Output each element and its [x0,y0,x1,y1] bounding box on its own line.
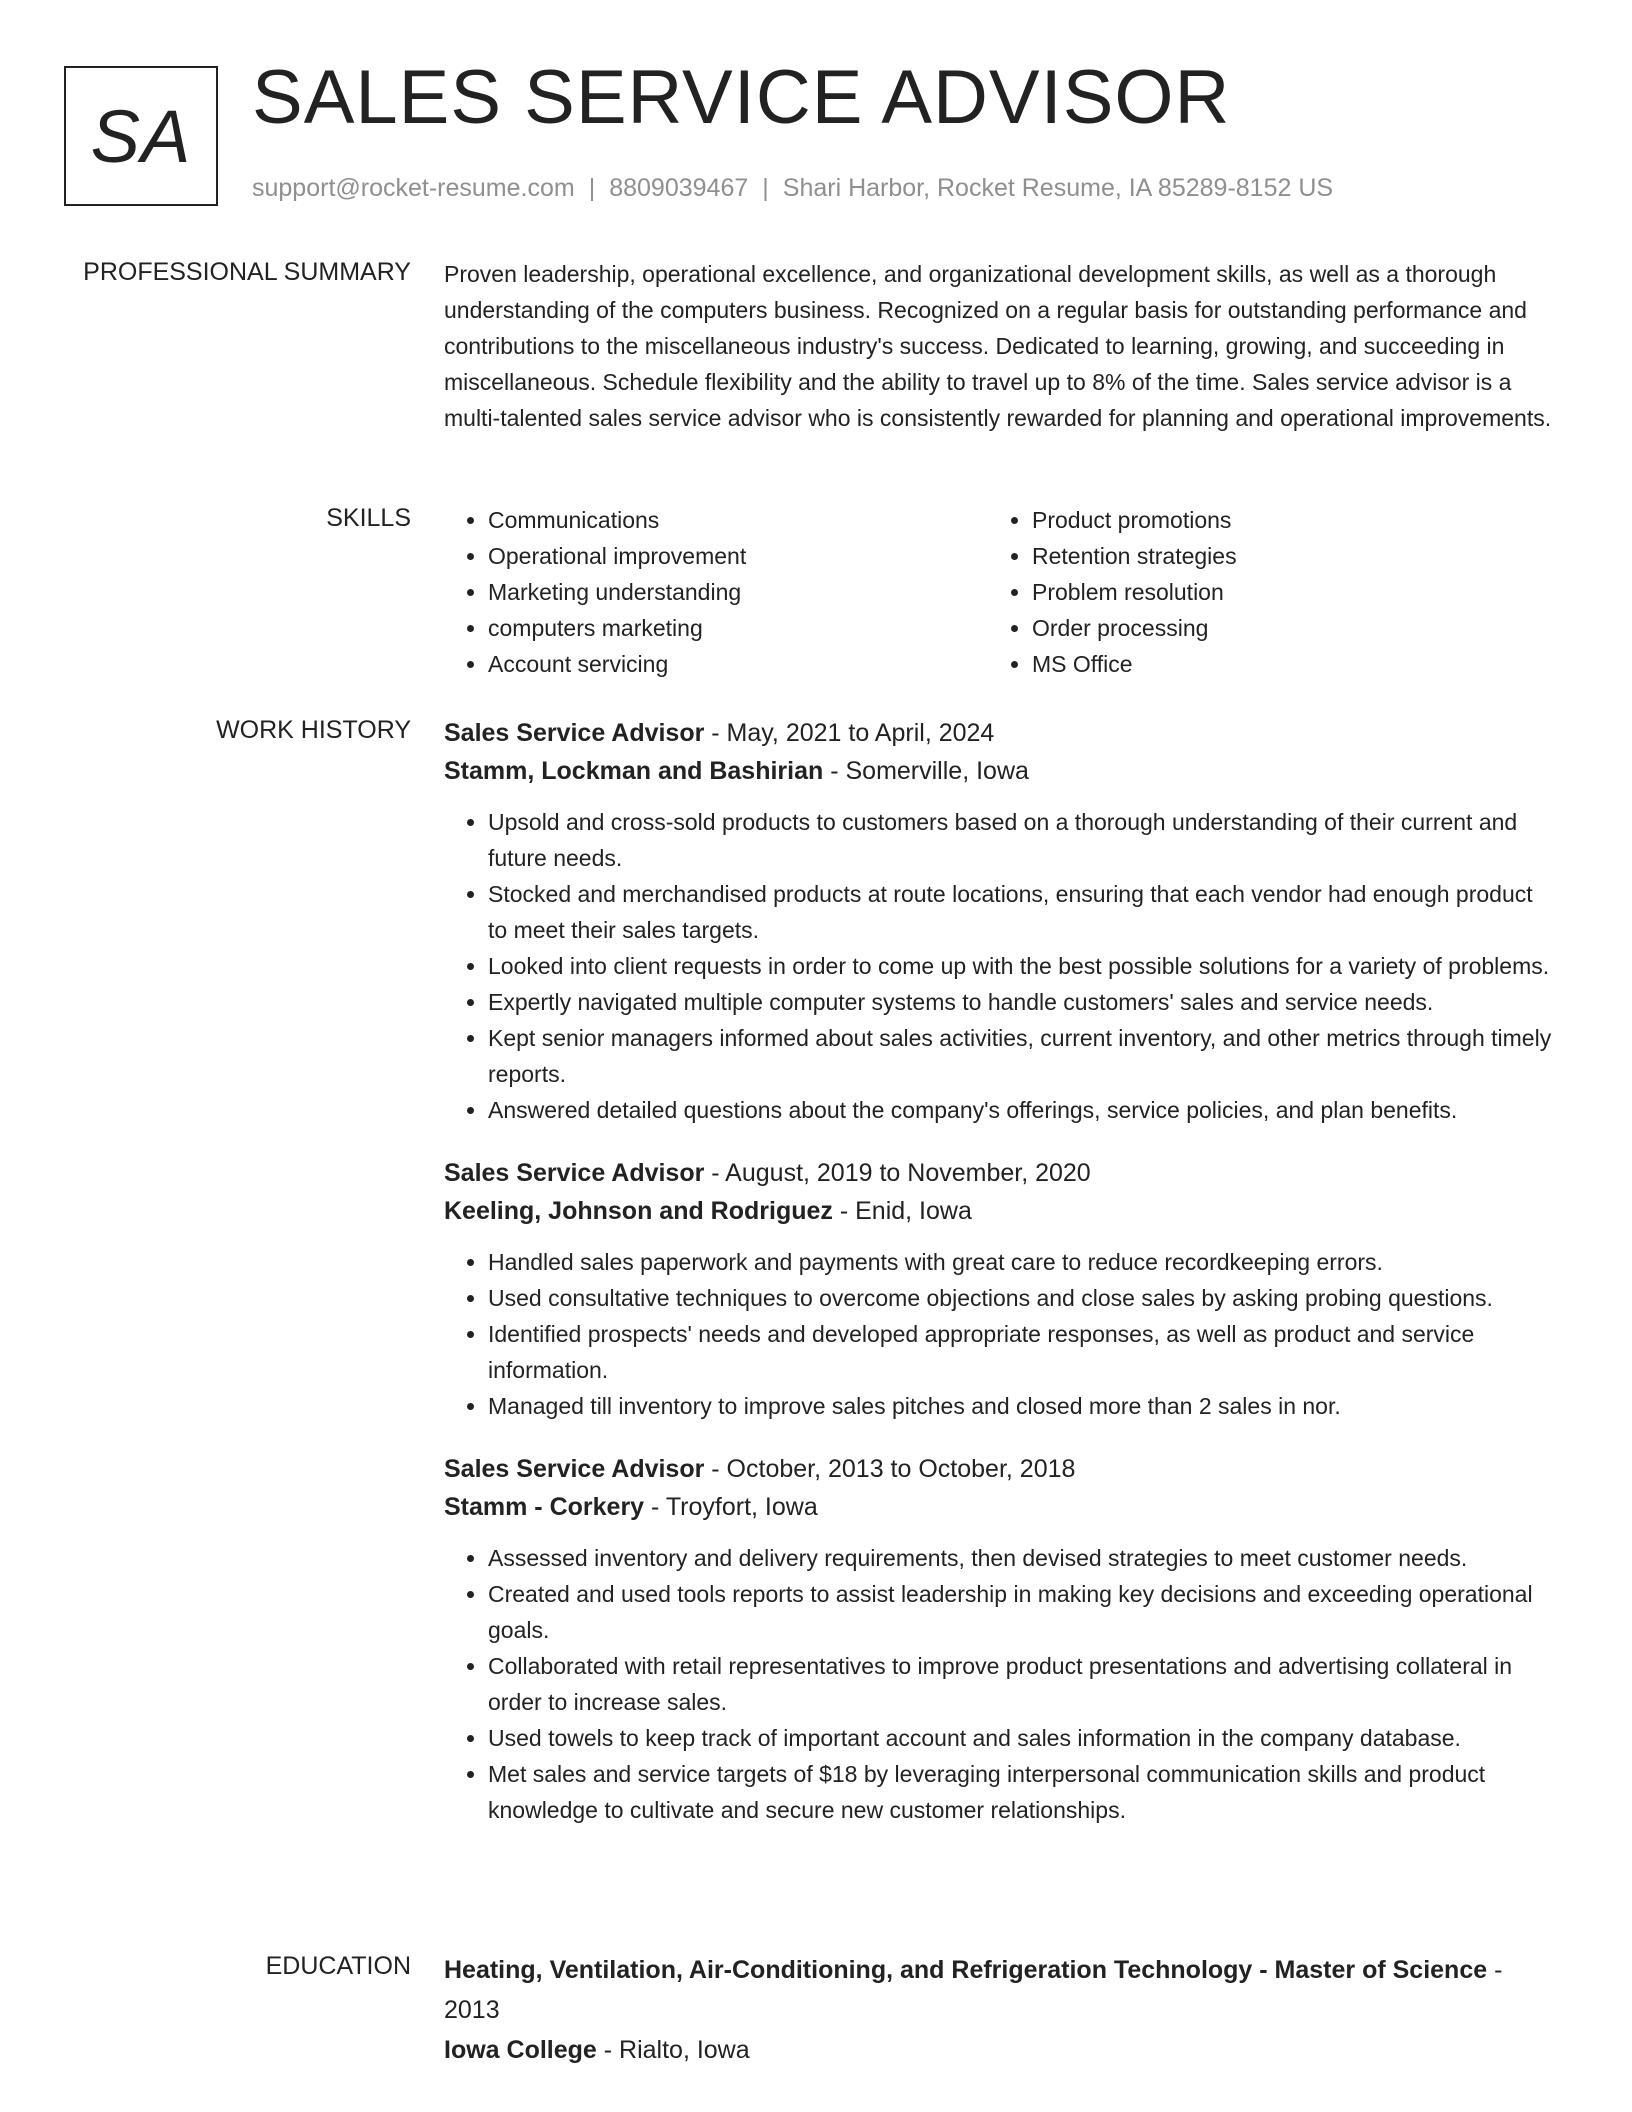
degree-line [444,1950,1554,2030]
job-title-line [444,1450,1554,1488]
skill-item: • computers marketing [488,610,998,646]
duty-item: • Collaborated with retail representatives to improve product presentations and advertising collateral in order to increase sales. [488,1648,1554,1720]
job-dates: - May, 2021 to April, 2024 [704,719,995,747]
resume-title: SALES SERVICE ADVISOR [252,55,1231,140]
job-title: Sales Service Advisor [444,1159,705,1187]
job-entry [444,1154,1554,1424]
work-history-heading: WORK HISTORY [216,716,411,744]
duty-item: • Kept senior managers informed about sales activities, current inventory, and other metrics through timely reports. [488,1020,1554,1092]
job-title-line [444,1154,1554,1192]
skill-item: • Product promotions [1032,502,1542,538]
job-location: - Troyfort, Iowa [644,1493,818,1521]
job-title-line [444,714,1554,752]
skill-item: • Retention strategies [1032,538,1542,574]
duty-item: • Used towels to keep track of important account and sales information in the company database. [488,1720,1554,1756]
skill-item: • Account servicing [488,646,998,682]
school-name: Iowa College [444,2036,597,2064]
skills-list-right [998,502,1542,682]
job-company-line [444,1192,1554,1230]
job-duties [444,804,1554,1128]
job-dates: - October, 2013 to October, 2018 [704,1455,1076,1483]
job-location: - Enid, Iowa [832,1197,972,1225]
job-location: - Somerville, Iowa [823,757,1029,785]
education-content [444,1950,1554,2070]
contact-line [252,174,1333,203]
job-title: Sales Service Advisor [444,719,705,747]
duty-item: • Handled sales paperwork and payments with great care to reduce recordkeeping errors. [488,1244,1554,1280]
duty-item: • Looked into client requests in order to come up with the best possible solutions for a variety of problems. [488,948,1554,984]
education-heading: EDUCATION [265,1952,411,1980]
job-entry [444,714,1554,1128]
job-company: Keeling, Johnson and Rodriguez [444,1197,833,1225]
school-line [444,2030,1554,2070]
job-entry [444,1450,1554,1828]
monogram-badge: SA [64,66,218,206]
contact-separator: | [762,174,769,202]
school-location: - Rialto, Iowa [596,2036,750,2064]
job-company-line [444,752,1554,790]
skill-item: • MS Office [1032,646,1542,682]
phone-text: 8809039467 [609,174,749,202]
duty-item: • Identified prospects' needs and developed appropriate responses, as well as product and service information. [488,1316,1554,1388]
skill-item: • Problem resolution [1032,574,1542,610]
skills-columns [444,502,1554,682]
duty-item: • Stocked and merchandised products at route locations, ensuring that each vendor had enough product to meet their sales targets. [488,876,1554,948]
duty-item: • Met sales and service targets of $18 by leveraging interpersonal communication skills and product knowledge to cultivate and secure new customer relationships. [488,1756,1554,1828]
duty-item: • Created and used tools reports to assist leadership in making key decisions and exceeding operational goals. [488,1576,1554,1648]
skills-list-left [444,502,998,682]
contact-separator: | [588,174,596,202]
job-company-line [444,1488,1554,1526]
work-history-content [444,714,1554,1854]
job-duties [444,1244,1554,1424]
degree-name: Heating, Ventilation, Air-Conditioning, and Refrigeration Technology - Master of Science [444,1956,1488,1984]
job-dates: - August, 2019 to November, 2020 [704,1159,1091,1187]
job-company: Stamm - Corkery [444,1493,645,1521]
summary-content [444,256,1554,436]
job-company: Stamm, Lockman and Bashirian [444,757,824,785]
duty-item: • Used consultative techniques to overcome objections and close sales by asking probing questions. [488,1280,1554,1316]
address-text: Shari Harbor, Rocket Resume, IA 85289-8152 US [782,174,1334,202]
skill-item: • Marketing understanding [488,574,998,610]
skill-item: • Order processing [1032,610,1542,646]
skill-item: • Operational improvement [488,538,998,574]
duty-item: • Managed till inventory to improve sales pitches and closed more than 2 sales in nor. [488,1388,1554,1424]
duty-item: • Upsold and cross-sold products to customers based on a thorough understanding of their current and future needs. [488,804,1554,876]
duty-item: • Expertly navigated multiple computer systems to handle customers' sales and service needs. [488,984,1554,1020]
skills-heading: SKILLS [326,504,411,532]
skill-item: • Communications [488,502,998,538]
summary-heading: PROFESSIONAL SUMMARY [83,258,411,286]
summary-text: Proven leadership, operational excellence, and organizational development skills, as well as a thorough understanding of the computers business. Recognized on a regular basis for outstanding performance and contributions to the miscellaneous industry's success. Dedicated to learning, growing, and succeeding in miscellaneous. Schedule flexibility and the ability to travel up to 8% of the time. Sales service advisor is a multi-talented sales service advisor who is consistently rewarded for planning and operational improvements. [444,261,1552,431]
degree-year: - 2013 [444,1956,1503,2024]
email-text: support@rocket-resume.com [252,174,575,202]
job-duties [444,1540,1554,1828]
job-title: Sales Service Advisor [444,1455,705,1483]
duty-item: • Answered detailed questions about the company's offerings, service policies, and plan benefits. [488,1092,1554,1128]
duty-item: • Assessed inventory and delivery requirements, then devised strategies to meet customer needs. [488,1540,1554,1576]
